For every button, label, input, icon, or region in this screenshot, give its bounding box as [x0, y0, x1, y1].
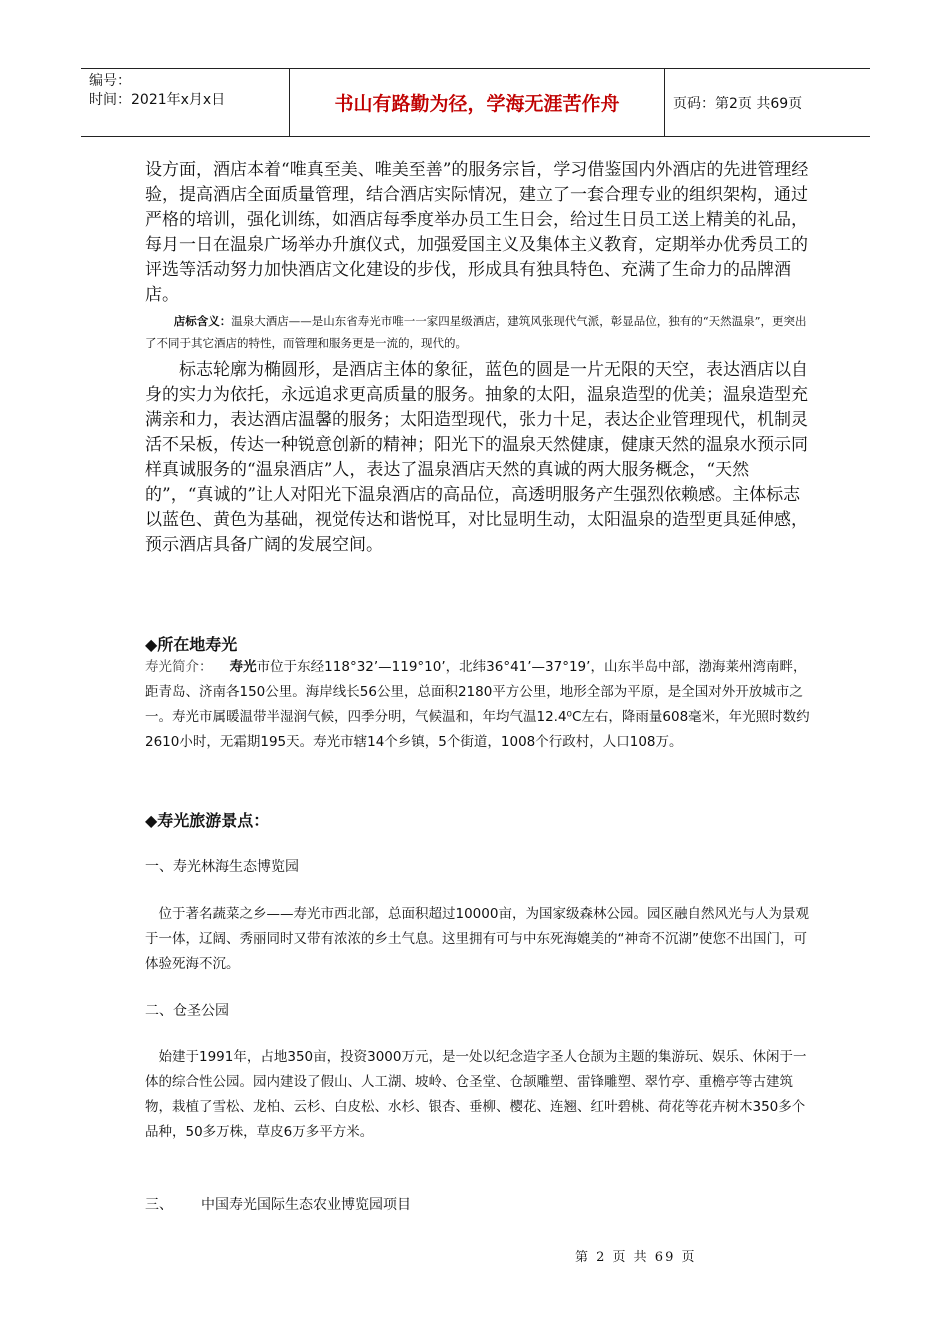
header-page-info: 页码：第2页 共69页	[673, 95, 803, 112]
intro-paragraph: 设方面，酒店本着“唯真至美、唯美至善”的服务宗旨，学习借鉴国内外酒店的先进管理经验，提高酒店全面质量管理，结合酒店实际情况，建立了一套合理专业的组织架构，通过严格的培训，强化训练，如酒店每季度举办员工生日会，给过生日员工送上精美的礼品，每月一日在温泉广场举办升旗仪式，加强爱国主义及集体主义教育，定期举办优秀员工的评选等活动努力加快酒店文化建设的步伐，形成具有独具特色、充满了生命力的品牌酒店。	[145, 160, 809, 305]
section-tourism-title: ◆寿光旅游景点：	[145, 811, 270, 830]
doc-number: 编号：	[89, 73, 131, 89]
logo-paragraph: 标志轮廓为椭圆形，是酒店主体的象征，蓝色的圆是一片无限的天空，表达酒店以自身的实力为依托，永远追求更高质量的服务。抽象的太阳，温泉造型的优美；温泉造型充满亲和力，表达酒店温馨的服务；太阳造型现代，张力十足，表达企业管理现代，机制灵活不呆板，传达一种锐意创新的精神；阳光下的温泉天然健康，健康天然的温泉水预示同样真诚服务的“温泉酒店”人，表达了温泉酒店天然的真诚的两大服务概念，“天然的”，“真诚的”让人对阳光下温泉酒店的高品位，高透明服务产生强烈依赖感。主体标志以蓝色、黄色为基础，视觉传达和谐悦耳，对比显明生动，太阳温泉的造型更具延伸感，预示酒店具备广阔的发展空间。	[145, 360, 808, 555]
page-footer: 第 2 页 共 69 页	[575, 1250, 697, 1265]
city-name: 寿光	[229, 659, 257, 675]
store-meaning-label: 店标含义：	[173, 314, 232, 328]
spot-3-title: 中国寿光国际生态农业博览园项目	[201, 1197, 411, 1213]
doc-date: 时间：2021年x月x日	[89, 92, 226, 108]
spot-3-heading	[145, 1194, 411, 1214]
spot-2-text: 始建于1991年，占地350亩，投资3000万元，是一处以纪念造字圣人仓颉为主题的集游玩、娱乐、休闲于一体的综合性公园。园内建设了假山、人工湖、坡岭、仓圣堂、仓颉雕塑、雷锋雕塑、翠竹亭、重檐亭等古建筑物，栽植了雪松、龙柏、云杉、白皮松、水杉、银杏、垂柳、樱花、连翘、红叶碧桃、荷花等花卉树木350多个品种，50多万株，草皮6万多平方米。	[145, 1049, 807, 1140]
spot-2-heading: 二、仓圣公园	[145, 1003, 229, 1019]
spot-1-text: 位于著名蔬菜之乡——寿光市西北部，总面积超过10000亩，为国家级森林公园。园区融自然风光与人为景观于一体，辽阔、秀丽同时又带有浓浓的乡土气息。这里拥有可与中东死海媲美的“神奇不沉湖”使您不出国门，可体验死海不沉。	[145, 906, 809, 972]
location-paragraph	[145, 655, 815, 755]
section-location-title: ◆所在地寿光	[145, 635, 238, 654]
spot-3-number: 三、	[145, 1197, 173, 1213]
header-meta	[81, 69, 290, 136]
header-motto: 书山有路勤为径，学海无涯苦作舟	[290, 69, 665, 136]
location-text: 市位于东经118°32’—119°10’，北纬36°41’—37°19’，山东半岛中部，渤海莱州湾南畔，距青岛、济南各150公里。海岸线长56公里，总面积2180平方公里，地形全部为平原，是全国对外开放城市之一。寿光市属暖温带半湿润气候，四季分明，气候温和，年均气温12.4⁰C左右，降雨量608毫米，年光照时数约2610小时，无霜期195天。寿光市辖14个乡镇，5个街道，1008个行政村，人口108万。	[145, 659, 810, 750]
intro-label: 寿光简介：	[145, 659, 213, 675]
page-header	[81, 68, 870, 137]
spot-1-heading: 一、寿光林海生态博览园	[145, 859, 299, 875]
store-meaning-text: 温泉大酒店——是山东省寿光市唯一一家四星级酒店，建筑风张现代气派，彰显品位，独有的“天然温泉”，更突出了不同于其它酒店的特性，而管理和服务更是一流的，现代的。	[145, 314, 807, 350]
store-meaning	[145, 310, 815, 354]
